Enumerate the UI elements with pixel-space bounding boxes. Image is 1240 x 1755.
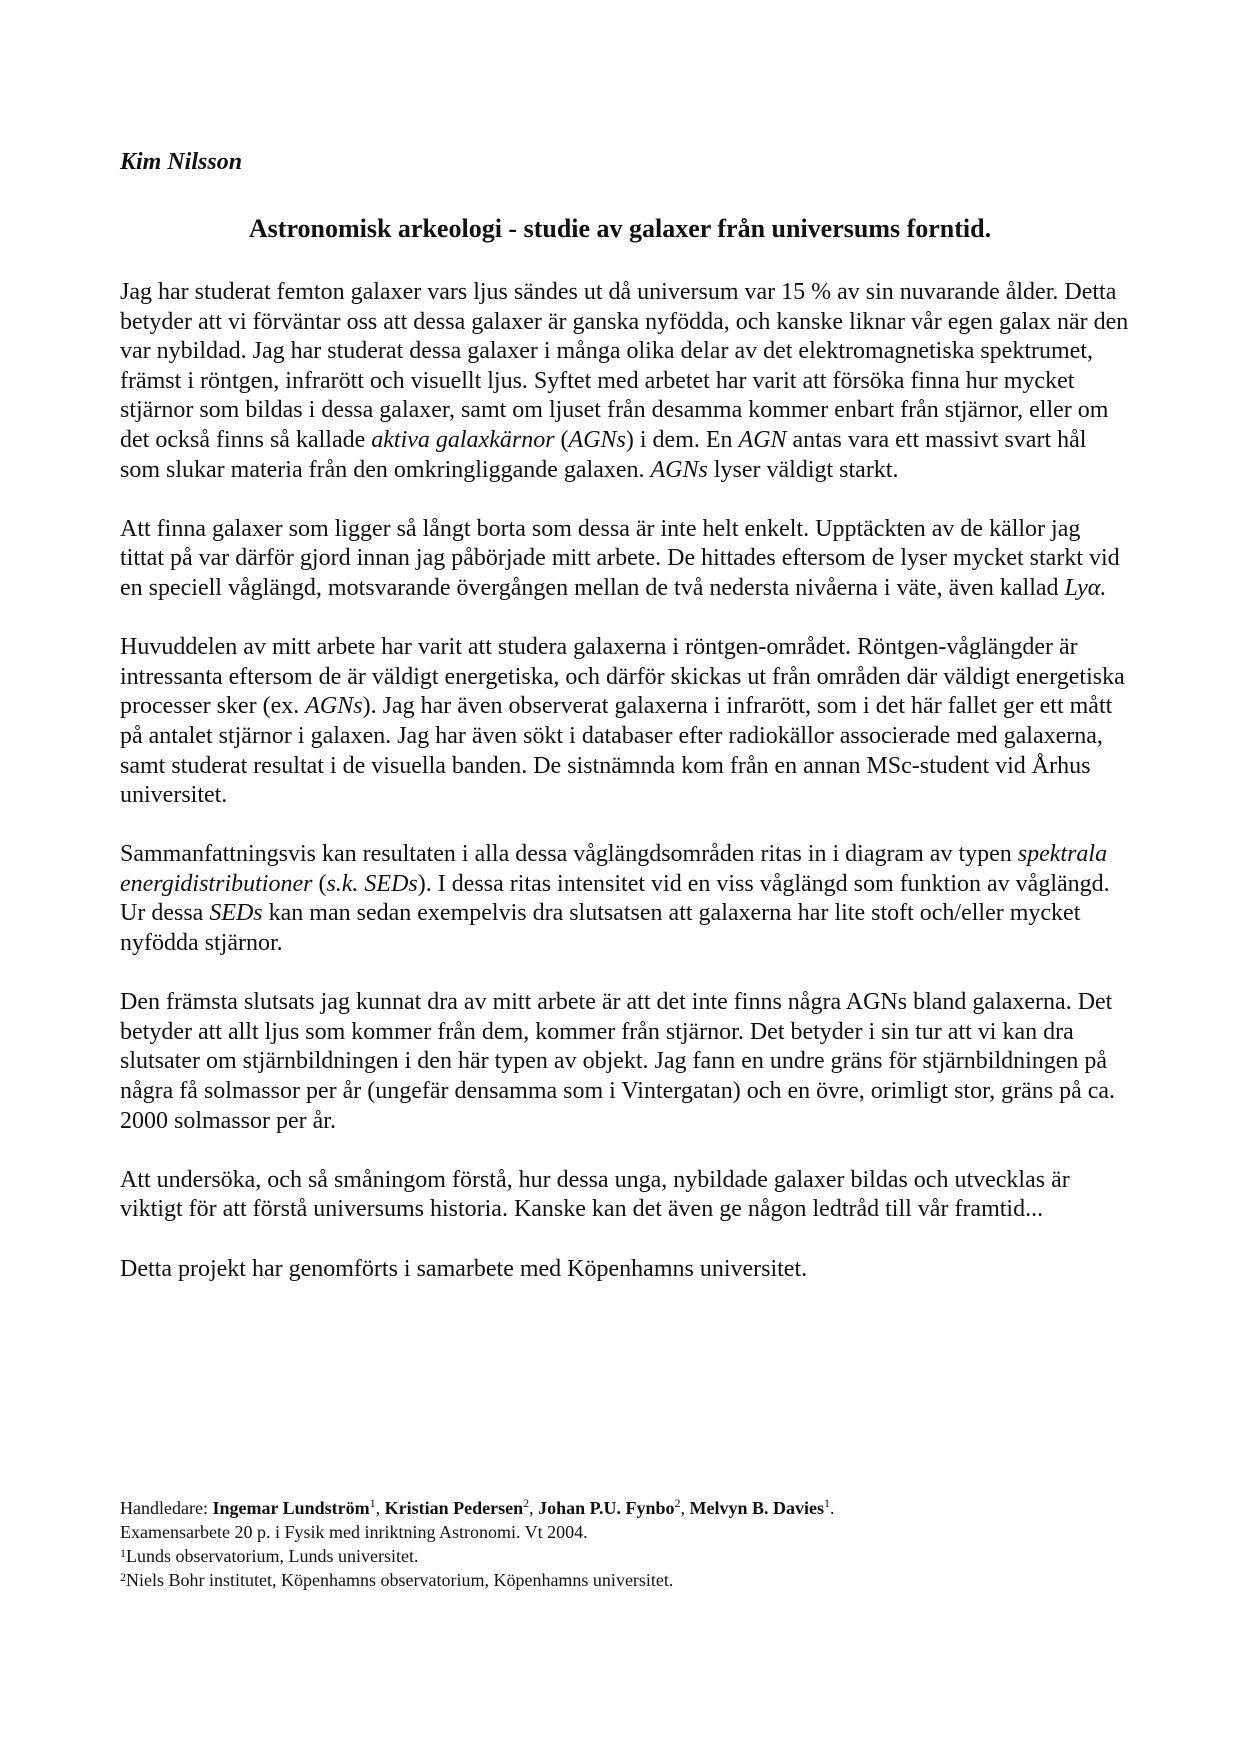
paragraph-collaboration: Detta projekt har genomförts i samarbete med Köpenhamns universitet. [120,1255,808,1282]
paragraph-seds: Sammanfattningsvis kan resultaten i alla dessa våglängdsområden ritas in i diagram av typen spektrala energidistributioner (s.k. SEDs). I dessa ritas intensitet vid en viss våglängd som funktion av våglängd. Ur dessa SEDs kan man sedan exempelvis dra slutsatsen att galaxerna har lite stoft och/eller mycket nyfödda stjärnor. [120,841,1110,957]
paragraph-intro: Jag har studerat femton galaxer vars ljus sändes ut då universum var 15 % av sin nuvarande ålder. Detta betyder att vi förväntar oss att dessa galaxer är ganska nyfödda, och kanske liknar vår egen galax när den var nybildad. Jag har studerat dessa galaxer i många olika delar av det elektromagnetiska spektrumet, främst i röntgen, infrarött och visuellt ljus. Syftet med arbetet har varit att försöka finna hur mycket stjärnor som bildas i dessa galaxer, samt om ljuset från desamma kommer enbart från stjärnor, eller om det också finns så kallade aktiva galaxkärnor (AGNs) i dem. En AGN antas vara ett massivt svart hål som slukar materia från den omkringliggande galaxen. AGNs lyser väldigt starkt. [120,279,1129,483]
supervisor-name: Ingemar Lundström [212,1498,370,1518]
footnote-1: $^1$Lunds observatorium, Lunds universitet. [120,1546,419,1566]
supervisor-name: Kristian Pedersen [384,1498,524,1518]
footnote-ref: 1 [824,1496,831,1510]
thesis-line: Examensarbete 20 p. i Fysik med inriktning Astronomi. Vt 2004. [120,1522,588,1542]
supervisors-line: Handledare: Ingemar Lundström$^1$, Kristian Pedersen$^2$, Johan P.U. Fynbo$^2$, Melvyn B. Davies$^1$. [120,1496,835,1518]
body-text [120,278,1130,1314]
footnote-ref: 2 [523,1496,530,1510]
document-title: Astronomisk arkeologi - studie av galaxer från universums forntid. [248,214,992,243]
footnote-ref: 1 [369,1496,376,1510]
footnote-ref: 2 [674,1496,681,1510]
paragraph-xray: Huvuddelen av mitt arbete har varit att studera galaxerna i röntgen-området. Röntgen-våglängder är intressanta eftersom de är väldigt energetiska, och därför skickas ut från områden där väldigt energetiska processer sker (ex. AGNs). Jag har även observerat galaxerna i infrarött, som i det här fallet ger ett mått på antalet stjärnor i galaxen. Jag har även sökt i databaser efter radiokällor associerade med galaxerna, samt studerat resultat i de visuella banden. De sistnämnda kom från en annan MSc-student vid Århus universitet. [120,634,1125,809]
paragraph-discovery: Att finna galaxer som ligger så långt borta som dessa är inte helt enkelt. Upptäckten av de källor jag tittat på var därför gjord innan jag påbörjade mitt arbete. De hittades eftersom de lyser mycket starkt vid en speciell våglängd, motsvarande övergången mellan de två nedersta nivåerna i väte, även kallad Lyα. [120,515,1120,601]
footer-notes [120,1496,1130,1592]
footnote-2: $^2$Niels Bohr institutet, Köpenhamns observatorium, Köpenhamns universitet. [120,1570,674,1590]
supervisor-name: Melvyn B. Davies [689,1498,825,1518]
author-name: Kim Nilsson [120,149,243,175]
paragraph-conclusion: Den främsta slutsats jag kunnat dra av mitt arbete är att det inte finns några AGNs bland galaxerna. Det betyder att allt ljus som kommer från dem, kommer från stjärnor. Det betyder i sin tur att vi kan dra slutsater om stjärnbildningen i den här typen av objekt. Jag fann en undre gräns för stjärnbildningen på några få solmassor per år (ungefär densamma som i Vintergatan) och en övre, orimligt stor, gräns på ca. 2000 solmassor per år. [120,989,1116,1134]
paragraph-outlook: Att undersöka, och så småningom förstå, hur dessa unga, nybildade galaxer bildas och utvecklas är viktigt för att förstå universums historia. Kanske kan det även ge någon ledtråd till vår framtid... [120,1166,1070,1223]
supervisor-name: Johan P.U. Fynbo [538,1498,675,1518]
